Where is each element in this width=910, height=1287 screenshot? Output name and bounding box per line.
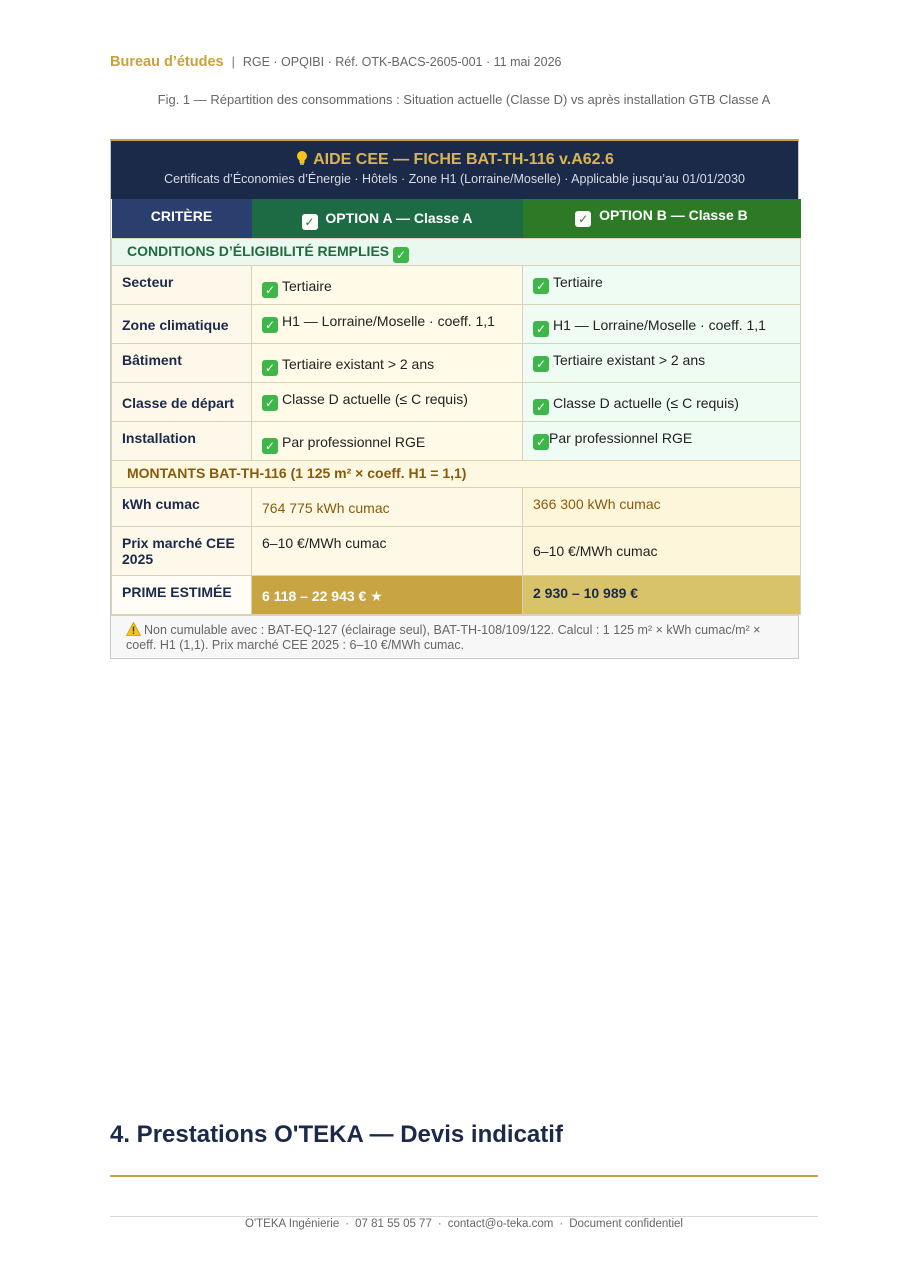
card-subtitle: Certificats d’Économies d’Énergie · Hôtels · Zone H1 (Lorraine/Moselle) · Applicable jusqu’au 01/01/2030 [164, 172, 745, 186]
option-b-value [523, 265, 801, 304]
column-option-a-label: OPTION A — Classe A [325, 210, 473, 226]
header-brand: Bureau d’études [110, 54, 224, 70]
table-row [112, 343, 801, 382]
option-b-text: Par professionnel RGE [549, 429, 693, 446]
table-header-row [112, 199, 801, 238]
footer-dot: · [437, 1218, 442, 1230]
criteria-label: Secteur [112, 265, 252, 304]
footer-company: O'TEKA Ingénierie [245, 1218, 340, 1230]
warning-icon [126, 622, 141, 636]
option-a-text: Tertiaire [282, 277, 332, 294]
check-icon: ✓ [533, 356, 549, 372]
check-icon: ✓ [262, 360, 278, 376]
footer-dot: · [345, 1218, 350, 1230]
section-divider [110, 1175, 818, 1177]
amounts-section-row [112, 460, 801, 487]
header-separator: | [231, 55, 235, 69]
check-icon: ✓ [393, 247, 409, 263]
option-b-text: Classe D actuelle (≤ C requis) [553, 394, 739, 411]
check-icon: ✓ [262, 438, 278, 454]
column-option-a [252, 199, 523, 238]
page-footer [0, 1218, 910, 1230]
criteria-label: Bâtiment [112, 343, 252, 382]
table-row [112, 526, 801, 575]
eligibility-title-label: CONDITIONS D’ÉLIGIBILITÉ REMPLIES [127, 242, 390, 259]
criteria-label: Classe de départ [112, 382, 252, 421]
column-option-b [523, 199, 801, 238]
page-header [110, 54, 562, 70]
column-criteria: CRITÈRE [112, 199, 252, 238]
check-icon: ✓ [533, 399, 549, 415]
prime-label: PRIME ESTIMÉE [112, 575, 252, 614]
option-a-text: H1 — Lorraine/Moselle · coeff. 1,1 [282, 312, 495, 329]
table-row [112, 382, 801, 421]
option-b-value: 366 300 kWh cumac [523, 487, 801, 526]
card-banner [111, 141, 798, 199]
table-row [112, 487, 801, 526]
option-a-value [252, 304, 523, 343]
option-b-text: Tertiaire existant > 2 ans [553, 351, 706, 368]
check-icon: ✓ [533, 321, 549, 337]
option-b-text: Tertiaire [553, 273, 603, 290]
option-b-value [523, 421, 801, 460]
header-meta: RGE · OPQIBI · Réf. OTK-BACS-2605-001 · 11 mai 2026 [242, 55, 562, 69]
note-text: Non cumulable avec : BAT-EQ-127 (éclairage seul), BAT-TH-108/109/122. Calcul : 1 125 m² × kWh cumac/m² × coeff. H1 (1,1). Prix marché CEE 2025 : 6–10 €/MWh cumac. [126, 622, 761, 652]
check-icon: ✓ [533, 434, 549, 450]
option-a-text: Tertiaire existant > 2 ans [282, 355, 435, 372]
check-icon: ✓ [262, 282, 278, 298]
footer-confidential: Document confidentiel [569, 1218, 683, 1230]
table-row [112, 265, 801, 304]
criteria-label: Zone climatique [112, 304, 252, 343]
criteria-label: kWh cumac [112, 487, 252, 526]
footer-dot: · [559, 1218, 564, 1230]
prime-option-b: 2 930 – 10 989 € [523, 575, 801, 614]
option-a-text: Classe D actuelle (≤ C requis) [282, 390, 468, 407]
eligibility-title [112, 238, 801, 265]
check-icon: ✓ [302, 214, 318, 230]
figure-caption: Fig. 1 — Répartition des consommations : Situation actuelle (Classe D) vs après installation GTB Classe A [157, 92, 771, 107]
option-b-text: H1 — Lorraine/Moselle · coeff. 1,1 [553, 316, 766, 333]
eligibility-section-row [112, 238, 801, 265]
footer-email: contact@o-teka.com [447, 1218, 554, 1230]
lightbulb-icon [295, 150, 309, 166]
criteria-label: Prix marché CEE 2025 [112, 526, 252, 575]
option-a-value [252, 421, 523, 460]
option-a-value: 764 775 kWh cumac [252, 487, 523, 526]
footer-phone: 07 81 55 05 77 [355, 1218, 432, 1230]
option-b-value [523, 382, 801, 421]
prime-row [112, 575, 801, 614]
option-b-value: 6–10 €/MWh cumac [523, 526, 801, 575]
option-a-value [252, 382, 523, 421]
option-a-value [252, 343, 523, 382]
table-row [112, 421, 801, 460]
cee-aid-card [110, 139, 799, 659]
option-a-value: 6–10 €/MWh cumac [252, 526, 523, 575]
option-a-value [252, 265, 523, 304]
column-option-b-label: OPTION B — Classe B [599, 207, 748, 223]
prime-option-a: 6 118 – 22 943 € ★ [252, 575, 523, 614]
criteria-label: Installation [112, 421, 252, 460]
cee-table [111, 199, 801, 615]
card-note [111, 615, 798, 658]
footer-divider [110, 1216, 818, 1217]
amounts-title: MONTANTS BAT-TH-116 (1 125 m² × coeff. H1 = 1,1) [112, 460, 801, 487]
card-title-row [111, 150, 798, 169]
check-icon: ✓ [262, 317, 278, 333]
check-icon: ✓ [533, 278, 549, 294]
card-title: AIDE CEE — FICHE BAT-TH-116 v.A62.6 [313, 151, 614, 168]
option-b-value [523, 304, 801, 343]
table-row [112, 304, 801, 343]
check-icon: ✓ [575, 211, 591, 227]
check-icon: ✓ [262, 395, 278, 411]
option-b-value [523, 343, 801, 382]
section-title: 4. Prestations O'TEKA — Devis indicatif [110, 1121, 563, 1148]
option-a-text: Par professionnel RGE [282, 433, 426, 450]
